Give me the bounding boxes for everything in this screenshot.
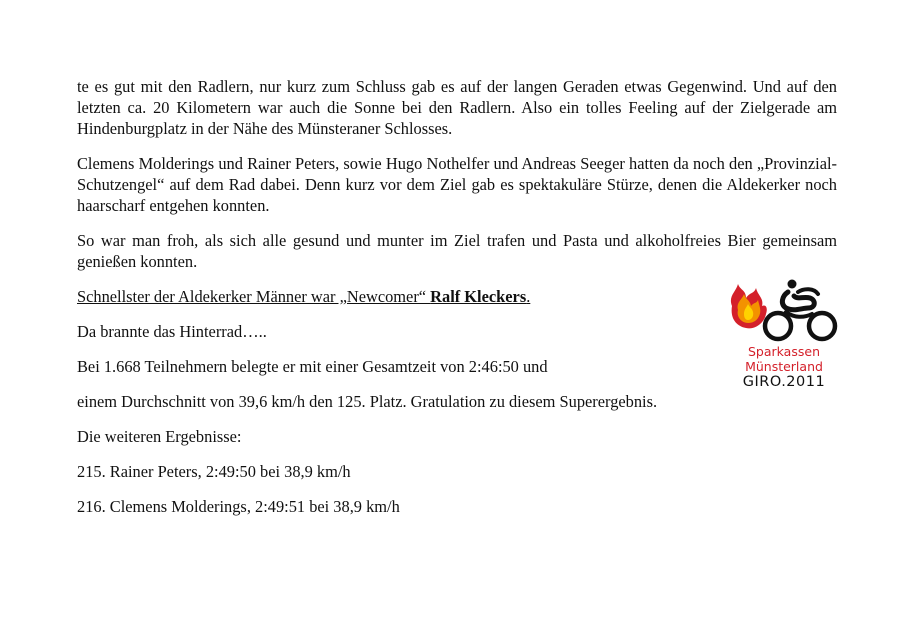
- result-line-b: einem Durchschnitt von 39,6 km/h den 125. Platz. Gratulation zu diesem Superergebnis.: [77, 392, 658, 411]
- result-215: 215. Rainer Peters, 2:49:50 bei 38,9 km/h: [77, 462, 351, 481]
- paragraph-ziel: So war man froh, als sich alle gesund und munter im Ziel trafen und Pasta und alkoholfreies Bier gemeinsam genießen konnten.: [77, 231, 837, 271]
- result-216: 216. Clemens Molderings, 2:49:51 bei 38,9 km/h: [77, 497, 400, 516]
- logo-line-giro: GIRO.2011: [742, 374, 826, 390]
- paragraph-weather: te es gut mit den Radlern, nur kurz zum Schluss gab es auf der langen Geraden etwas Gegenwind. Und auf den letzten ca. 20 Kilometern war auch die Sonne bei den Radlern. Also ein tolles Feeling auf der Zielgerade am Hindenburgplatz in der Nähe des Münsteraner Schlosses.: [77, 77, 837, 138]
- paragraph-schutzengel: Clemens Molderings und Rainer Peters, sowie Hugo Nothelfer und Andreas Seeger hatten da noch den „Provinzial-Schutzengel“ auf dem Rad dabei. Denn kurz vor dem Ziel gab es spektakuläre Stürze, denen die Aldekerker noch haarscharf entgehen konnten.: [77, 154, 837, 215]
- document-body: [77, 76, 837, 517]
- weitere-heading: Die weiteren Ergebnisse:: [77, 427, 242, 446]
- fastest-suffix: .: [526, 287, 531, 306]
- hinterrad-line: Da brannte das Hinterrad…..: [77, 322, 267, 341]
- fastest-name: Ralf Kleckers: [430, 287, 527, 306]
- logo-line-sparkassen: Sparkassen: [748, 344, 820, 359]
- fastest-rider-line: [77, 286, 837, 307]
- logo-line-muensterland: Münsterland: [745, 359, 823, 374]
- giro-logo: [724, 278, 844, 402]
- fastest-prefix: Schnellster der Aldekerker Männer war „Newcomer“: [77, 287, 431, 306]
- cyclist-flame-icon: [724, 278, 844, 344]
- result-line-a: Bei 1.668 Teilnehmern belegte er mit einer Gesamtzeit von 2:46:50 und: [77, 357, 548, 376]
